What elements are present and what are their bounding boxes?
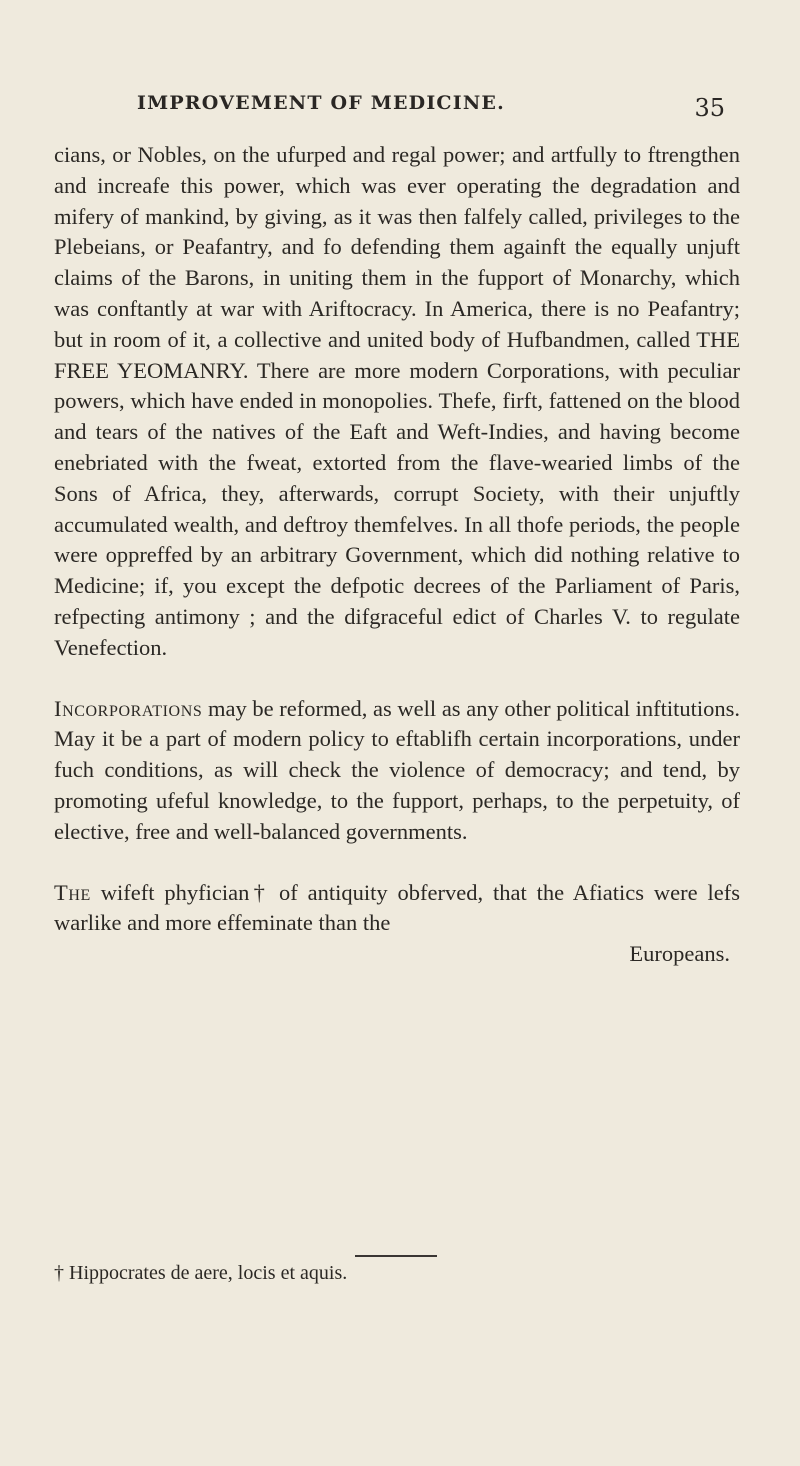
paragraph-2	[54, 694, 740, 848]
paragraph-3-closing: Europeans.	[629, 941, 730, 967]
page-number: 35	[694, 94, 725, 122]
footnote: † Hippocrates de aere, locis et aquis.	[54, 1262, 348, 1284]
body-text	[54, 140, 740, 970]
paragraph-1-text: cians, or Nobles, on the ufurped and regal power; and artfully to ftrengthen and increafe this power, which was ever operating the degradation and mifery of mankind, by giving, as it was then falfely called, privileges to the Plebeians, or Peafantry, and fo defending them againft the equally unjuft claims of the Barons, in uniting them in the fupport of Monarchy, which was conftantly at war with Ariftocracy. In America, there is no Peafantry; but in room of it, a collective and united body of Hufbandmen, called THE FREE YEOMANRY. There are more modern Corporations, with peculiar powers, which have ended in monopolies. Thefe, firft, fattened on the blood and tears of the natives of the Eaft and Weft-Indies, and having become enebriated with the fweat, extorted from the flave-wearied limbs of the Sons of Africa, they, afterwards, corrupt Society, with their unjuftly accumulated wealth, and deftroy themfelves. In all thofe periods, the people were oppreffed by an arbitrary Government, which did nothing relative to Medicine; if, you except the defpotic decrees of the Parliament of Paris, refpecting antimony ; and the difgraceful edict of Charles V. to regulate Venefection.	[54, 142, 740, 660]
footnote-divider	[355, 1255, 437, 1257]
page-header	[105, 92, 725, 132]
paragraph-1	[54, 140, 740, 664]
paragraph-3	[54, 878, 740, 940]
paragraph-2-text: may be reformed, as well as any other political inftitutions. May it be a part of modern policy to eftablifh certain incorporations, under fuch conditions, as will check the violence of democracy; and tend, by promoting ufeful knowledge, to the fupport, perhaps, to the perpetuity, of elective, free and well-balanced governments.	[54, 695, 740, 844]
paragraph-2-lead: Incorporations	[54, 695, 203, 721]
paragraph-3-lead: The	[54, 879, 91, 905]
running-head: IMPROVEMENT OF MEDICINE.	[137, 92, 505, 114]
paragraph-3-text: wifeft phyfician† of antiquity obferved, that the Afiatics were lefs warlike and more effeminate than the	[54, 879, 740, 936]
